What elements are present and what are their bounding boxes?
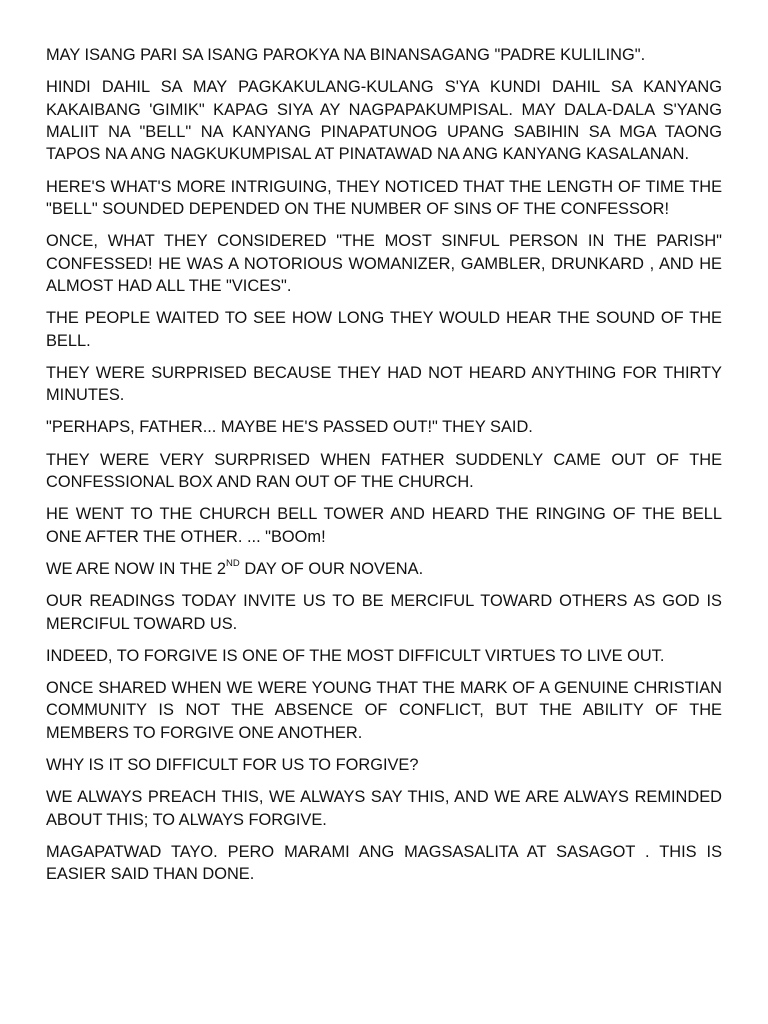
paragraph-surprised: THEY WERE SURPRISED BECAUSE THEY HAD NOT HEARD ANYTHING FOR THIRTY MINUTES.	[46, 363, 722, 405]
paragraph-father-ran-out: THEY WERE VERY SURPRISED WHEN FATHER SUDDENLY CAME OUT OF THE CONFESSIONAL BOX AND RAN OUT OF THE CHURCH.	[46, 450, 722, 492]
novena-suffix: DAY OF OUR NOVENA.	[239, 559, 424, 578]
novena-ordinal-suffix: ND	[226, 558, 240, 570]
paragraph-why-difficult: WHY IS IT SO DIFFICULT FOR US TO FORGIVE?	[46, 755, 419, 774]
paragraph-people-waited: THE PEOPLE WAITED TO SEE HOW LONG THEY WOULD HEAR THE SOUND OF THE BELL.	[46, 309, 722, 350]
document-body	[46, 44, 722, 895]
paragraph-most-sinful: ONCE, WHAT THEY CONSIDERED "THE MOST SINFUL PERSON IN THE PARISH" CONFESSED! HE WAS A NOTORIOUS WOMANIZER, GAMBLER, DRUNKARD , AND HE ALMOST HAD ALL THE "VICES".	[46, 232, 722, 296]
paragraph-readings-today: OUR READINGS TODAY INVITE US TO BE MERCIFUL TOWARD OTHERS AS GOD IS MERCIFUL TOWARD US.	[46, 592, 722, 633]
paragraph-bell-tower: HE WENT TO THE CHURCH BELL TOWER AND HEARD THE RINGING OF THE BELL ONE AFTER THE OTHER. ... "BOOm!	[46, 505, 722, 546]
novena-prefix: WE ARE NOW IN THE 2	[46, 559, 227, 578]
paragraph-gimik-bell: HINDI DAHIL SA MAY PAGKAKULANG-KULANG S'YA KUNDI DAHIL SA KANYANG KAKAIBANG 'GIMIK" KAPAG SIYA AY NAGPAPAKUMPISAL. MAY DALA-DALA S'YANG MALIIT NA "BELL" NA KANYANG PINAPATUNOG UPANG SABIHIN SA MGA TAONG TAPOS NA ANG NAGKUKUMPISAL AT PINATAWAD NA ANG KANYANG KASALANAN.	[46, 78, 722, 164]
paragraph-difficult-virtue: INDEED, TO FORGIVE IS ONE OF THE MOST DIFFICULT VIRTUES TO LIVE OUT.	[46, 646, 665, 665]
paragraph-intriguing: HERE'S WHAT'S MORE INTRIGUING, THEY NOTICED THAT THE LENGTH OF TIME THE "BELL" SOUNDED DEPENDED ON THE NUMBER OF SINS OF THE CONFESSOR!	[46, 177, 722, 219]
paragraph-christian-community: ONCE SHARED WHEN WE WERE YOUNG THAT THE MARK OF A GENUINE CHRISTIAN COMMUNITY IS NOT THE ABSENCE OF CONFLICT, BUT THE ABILITY OF THE MEMBERS TO FORGIVE ONE ANOTHER.	[46, 678, 722, 742]
paragraph-padre-kuliling: MAY ISANG PARI SA ISANG PAROKYA NA BINANSAGANG "PADRE KULILING".	[46, 46, 646, 64]
paragraph-always-forgive: WE ALWAYS PREACH THIS, WE ALWAYS SAY THIS, AND WE ARE ALWAYS REMINDED ABOUT THIS; TO ALWAYS FORGIVE.	[46, 788, 722, 829]
paragraph-novena	[46, 558, 722, 580]
paragraph-easier-said: MAGAPATWAD TAYO. PERO MARAMI ANG MAGSASALITA AT SASAGOT . THIS IS EASIER SAID THAN DONE.	[46, 842, 722, 884]
paragraph-passed-out: "PERHAPS, FATHER... MAYBE HE'S PASSED OUT!" THEY SAID.	[46, 418, 533, 437]
